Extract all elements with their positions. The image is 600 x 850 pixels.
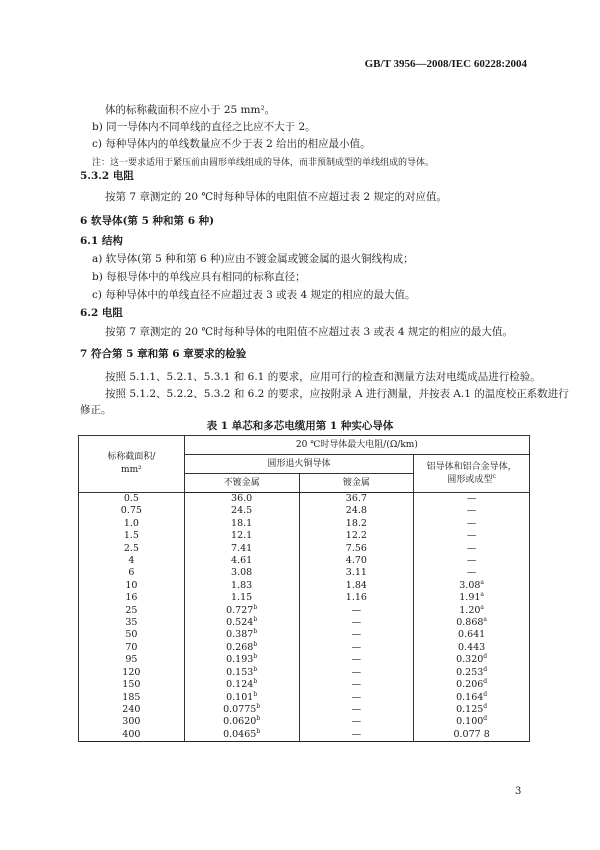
cell-coated: —	[299, 729, 414, 742]
cell-aluminium	[414, 605, 530, 617]
cell-aluminium	[414, 629, 530, 641]
cell-plain	[184, 642, 299, 654]
value: 0.101	[226, 691, 254, 703]
value: 1.83	[231, 579, 253, 591]
footnote-mark: b	[253, 628, 258, 636]
value: 0.268	[226, 641, 254, 653]
cell-aluminium	[414, 543, 530, 555]
cell-coated: 1.16	[299, 592, 414, 604]
table-row	[79, 617, 530, 629]
table-row	[79, 605, 530, 617]
cell-area: 6	[79, 567, 185, 579]
value: 7.41	[231, 542, 253, 554]
cell-plain	[184, 543, 299, 555]
value: 12.1	[231, 530, 253, 542]
value: 0.868	[456, 617, 484, 629]
footnote-mark: d	[483, 702, 488, 710]
cell-plain	[184, 505, 299, 517]
cell-plain	[184, 629, 299, 641]
cell-coated: 3.11	[299, 567, 414, 579]
value: 36.0	[231, 493, 253, 504]
table-row	[79, 629, 530, 641]
table-row	[79, 555, 530, 567]
value: 0.164	[456, 691, 484, 703]
list-item-c: c) 每种导体中的单线直径不应超过表 3 或表 4 规定的相应的最大值。	[92, 289, 416, 301]
cell-area: 95	[79, 654, 185, 666]
section-heading-6-2: 6.2 电阻	[80, 307, 123, 319]
cell-plain	[184, 530, 299, 542]
footnote-mark: d	[483, 665, 488, 673]
table-row	[79, 729, 530, 742]
table-row	[79, 567, 530, 579]
cell-plain	[184, 518, 299, 530]
paragraph-continued: 修正。	[80, 404, 112, 416]
section-heading-6-1: 6.1 结构	[80, 235, 123, 247]
paragraph: 按第 7 章测定的 20 ℃时每种导体的电阻值不应超过表 3 或表 4 规定的相应的最大值。	[105, 326, 513, 338]
footnote-mark: b	[253, 690, 258, 698]
cell-plain	[184, 716, 299, 728]
cell-coated: —	[299, 716, 414, 728]
table-row	[79, 642, 530, 654]
cell-plain	[184, 692, 299, 704]
cell-coated: 24.8	[299, 505, 414, 517]
table-row	[79, 654, 530, 666]
cell-plain	[184, 592, 299, 604]
table-title: 表 1 单芯和多芯电缆用第 1 种实心导体	[206, 420, 394, 432]
cell-aluminium	[414, 679, 530, 691]
cell-coated: —	[299, 605, 414, 617]
value: 0.0775	[223, 703, 257, 715]
footnote-mark: b	[253, 653, 258, 661]
table-row	[79, 704, 530, 716]
cell-area: 0.5	[79, 493, 185, 506]
cell-plain	[184, 729, 299, 742]
cell-coated: 1.84	[299, 580, 414, 592]
cell-aluminium	[414, 642, 530, 654]
value: 0.524	[226, 617, 254, 629]
value: 1.20	[459, 604, 481, 616]
header-copper: 圆形退火铜导体	[184, 455, 413, 474]
cell-area: 4	[79, 555, 185, 567]
cell-area: 185	[79, 692, 185, 704]
resistance-table	[78, 435, 530, 742]
cell-coated: —	[299, 667, 414, 679]
value: 0.727	[226, 604, 254, 616]
table-row	[79, 530, 530, 542]
footnote-mark: b	[253, 678, 258, 686]
cell-area: 35	[79, 617, 185, 629]
table-row	[79, 493, 530, 506]
cell-area: 2.5	[79, 543, 185, 555]
footnote-mark: b	[256, 727, 261, 735]
cell-aluminium	[414, 667, 530, 679]
cell-plain	[184, 555, 299, 567]
cell-coated: 4.70	[299, 555, 414, 567]
value: —	[466, 567, 477, 579]
header-area-unit: mm²	[121, 465, 142, 475]
footnote-mark: b	[253, 603, 258, 611]
cell-aluminium	[414, 617, 530, 629]
list-item-b: b) 每根导体中的单线应具有相同的标称直径；	[92, 271, 306, 283]
cell-coated: —	[299, 679, 414, 691]
paragraph: 按照 5.1.1、5.2.1、5.3.1 和 6.1 的要求，应用可行的检查和测量方法对电缆成品进行检验。	[105, 371, 541, 383]
table-row	[79, 592, 530, 604]
cell-area: 150	[79, 679, 185, 691]
list-item-b: b) 同一导体内不同单线的直径之比应不大于 2。	[92, 121, 316, 133]
cell-plain	[184, 679, 299, 691]
cell-coated: 7.56	[299, 543, 414, 555]
cell-area: 16	[79, 592, 185, 604]
value: —	[466, 517, 477, 529]
header-al-line2: 圆形或成型	[447, 474, 493, 485]
cell-area: 240	[79, 704, 185, 716]
section-heading-6: 6 软导体(第 5 种和第 6 种)	[80, 215, 215, 227]
header-coated: 镀金属	[299, 474, 414, 493]
cell-plain	[184, 580, 299, 592]
footnote-mark: a	[480, 591, 484, 599]
value: 18.1	[231, 517, 253, 529]
value: 0.077 8	[453, 728, 490, 740]
table-row	[79, 543, 530, 555]
cell-aluminium	[414, 729, 530, 742]
footnote-mark: b	[253, 665, 258, 673]
page-number: 3	[515, 786, 522, 797]
cell-plain	[184, 567, 299, 579]
header-aluminium	[414, 455, 530, 493]
value: 3.08	[231, 567, 253, 579]
header-resistance: 20 ℃时导体最大电阻/(Ω/km)	[184, 436, 529, 455]
footnote-mark: d	[483, 715, 488, 723]
header-area-label: 标称截面积/	[107, 452, 156, 462]
cell-aluminium	[414, 555, 530, 567]
cell-aluminium	[414, 592, 530, 604]
value: —	[466, 530, 477, 542]
cell-aluminium	[414, 567, 530, 579]
cell-area: 25	[79, 605, 185, 617]
note: 注：这一要求适用于紧压前由圆形单线组成的导体，而非预制成型的单线组成的导体。	[92, 158, 435, 168]
table-row	[79, 518, 530, 530]
value: —	[466, 555, 477, 567]
cell-area: 70	[79, 642, 185, 654]
list-item-a: a) 软导体(第 5 种和第 6 种)应由不镀金属或镀金属的退火铜线构成；	[92, 253, 414, 265]
text-line: 体的标称截面积不应小于 25 mm²。	[105, 104, 276, 116]
cell-coated: —	[299, 629, 414, 641]
value: —	[466, 505, 477, 517]
list-item-c: c) 每种导体内的单线数量应不少于表 2 给出的相应最小值。	[92, 138, 371, 150]
table-row	[79, 679, 530, 691]
cell-aluminium	[414, 580, 530, 592]
value: 0.0465	[223, 728, 257, 740]
cell-aluminium	[414, 654, 530, 666]
table-row	[79, 692, 530, 704]
cell-coated: 12.2	[299, 530, 414, 542]
cell-plain	[184, 654, 299, 666]
cell-coated: 18.2	[299, 518, 414, 530]
cell-coated: —	[299, 704, 414, 716]
footnote-mark: c	[492, 472, 496, 480]
cell-aluminium	[414, 704, 530, 716]
value: 3.08	[459, 579, 481, 591]
value: 0.124	[226, 679, 254, 691]
footnote-mark: d	[483, 690, 488, 698]
value: 0.125	[456, 703, 484, 715]
value: 0.153	[226, 666, 254, 678]
value: —	[466, 493, 477, 504]
footnote-mark: a	[480, 603, 484, 611]
cell-area: 400	[79, 729, 185, 742]
cell-area: 0.75	[79, 505, 185, 517]
cell-coated: —	[299, 692, 414, 704]
footnote-mark: b	[256, 715, 261, 723]
cell-coated: —	[299, 654, 414, 666]
value: 24.5	[231, 505, 253, 517]
cell-area: 1.0	[79, 518, 185, 530]
cell-coated: —	[299, 617, 414, 629]
footnote-mark: a	[480, 578, 484, 586]
header-al-line1: 铝导体和铝合金导体，	[426, 461, 517, 472]
footnote-mark: a	[483, 616, 487, 624]
cell-aluminium	[414, 518, 530, 530]
cell-coated: 36.7	[299, 493, 414, 506]
value: —	[466, 542, 477, 554]
value: 0.443	[458, 641, 486, 653]
value: 0.0620	[223, 716, 257, 728]
cell-area: 120	[79, 667, 185, 679]
document-header: GB/T 3956—2008/IEC 60228:2004	[364, 58, 527, 70]
value: 0.206	[456, 679, 484, 691]
cell-aluminium	[414, 505, 530, 517]
value: 0.193	[226, 654, 254, 666]
value: 1.15	[231, 592, 253, 604]
value: 1.91	[459, 592, 481, 604]
header-plain: 不镀金属	[184, 474, 299, 493]
table-row	[79, 667, 530, 679]
section-heading-7: 7 符合第 5 章和第 6 章要求的检验	[80, 348, 247, 360]
value: 0.387	[226, 629, 254, 641]
value: 0.253	[456, 666, 484, 678]
footnote-mark: b	[253, 640, 258, 648]
footnote-mark: b	[253, 616, 258, 624]
cell-plain	[184, 667, 299, 679]
value: 0.100	[456, 716, 484, 728]
cell-plain	[184, 617, 299, 629]
table-row	[79, 505, 530, 517]
cell-aluminium	[414, 716, 530, 728]
cell-coated: —	[299, 642, 414, 654]
paragraph: 按照 5.1.2、5.2.2、5.3.2 和 6.2 的要求，应按附录 A 进行测量，并按表 A.1 的温度校正系数进行	[105, 388, 569, 400]
value: 0.641	[458, 629, 486, 641]
cell-aluminium	[414, 692, 530, 704]
paragraph: 按第 7 章测定的 20 ℃时每种导体的电阻值不应超过表 2 规定的对应值。	[105, 191, 447, 203]
cell-area: 10	[79, 580, 185, 592]
cell-area: 50	[79, 629, 185, 641]
cell-aluminium	[414, 493, 530, 506]
section-heading-5-3-2: 5.3.2 电阻	[80, 170, 134, 182]
cell-plain	[184, 493, 299, 506]
footnote-mark: d	[483, 678, 488, 686]
cell-area: 300	[79, 716, 185, 728]
cell-area: 1.5	[79, 530, 185, 542]
table-row	[79, 716, 530, 728]
footnote-mark: d	[483, 653, 488, 661]
header-area	[79, 436, 185, 493]
cell-plain	[184, 704, 299, 716]
value: 4.61	[231, 555, 253, 567]
table-row	[79, 580, 530, 592]
value: 0.320	[456, 654, 484, 666]
cell-plain	[184, 605, 299, 617]
cell-aluminium	[414, 530, 530, 542]
footnote-mark: b	[256, 702, 261, 710]
